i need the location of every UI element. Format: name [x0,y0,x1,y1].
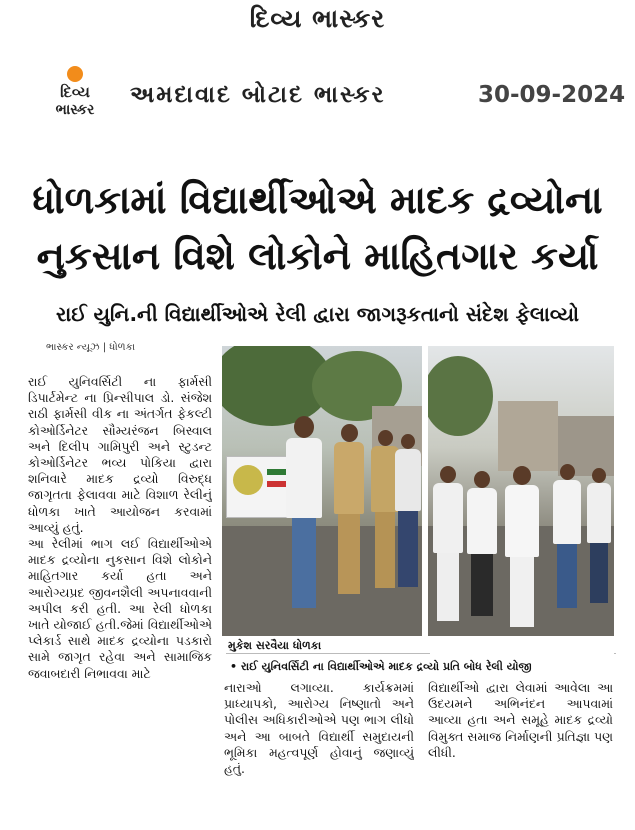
headline-line-1: ધોળકામાં વિદ્યાર્થીઓએ માદક દ્રવ્યોના [32,178,603,222]
photo-caption-bar [224,657,616,677]
article-column-2: નારાઓ લગાવ્યા. કાર્યક્રમમાં પ્રાધ્યાપકો, આરોગ્ય નિષ્ણાતો અને પોલીસ અધિકારીઓએ પણ ભાગ લીધો અને આ બાબતે વિદ્યાર્થી સમુદાયની ભૂમિકા મહત્વપૂર્ણ હોવાનું જણાવ્યું હતું. [224,680,414,777]
article-column-1: રાઈ યુનિવર્સિટી ના ફાર્મસી ડિપાર્ટમેન્ટ ના પ્રિન્સીપાલ ડો. સંજેશ રાઠી ફાર્મસી વીક ના અંતર્ગત ફેકલ્ટી કોઓર્ડિનેટર સૌમ્યરંજન બિસ્વાલ અને દિલીપ ગામિપુરી અને સ્ટુડન્ટ કોઓર્ડિનેટર ભવ્ય પોકિયા દ્વારા શનિવારે માદક દ્રવ્યો વિરુદ્ધ જાગૃતતા ફેલાવવા માટે વિશાળ રેલીનું ધોળકા ખાતે આયોજન કરવામાં આવ્યું હતું. આ રેલીમાં ભાગ લઈ વિદ્યાર્થીઓએ માદક દ્રવ્યોના નુકસાન વિશે લોકોને માહિતગાર કર્યા હતા અને આરોગ્યપ્રદ જીવનશૈલી અપનાવવાની અપીલ કરી હતી. આ રેલી ધોળકા ખાતે યોજાઈ હતી.જેમાં વિદ્યાર્થીઓએ પ્લેકાર્ડ સાથે માદક દ્રવ્યોના પડકારો સામે જાગૃત રહેવા અને સામાજિક જવાબદારી નિભાવવા માટે [28,374,212,681]
byline: ભાસ્કર ન્યૂઝ | ધોળકા [46,342,136,353]
publication-date: 30-09-2024 [478,82,626,108]
edition-name: અમદાવાદ બોટાદ ભાસ્કર [130,82,386,108]
headline-line-2: નુકસાન વિશે લોકોને માહિતગાર કર્યા [36,234,599,278]
photo-credit: મુકેશ સરવૈયા ધોળકા [222,637,422,654]
newspaper-logo [40,64,110,124]
photo-caption-text: • રાઈ યુનિવર્સિટી ના વિદ્યાર્થીઓએ માદક દ્રવ્યો પ્રતિ બોધ રેલી યોજી [230,660,532,673]
sun-icon [67,66,83,82]
article-column-3: વિદ્યાર્થીઓ દ્વારા લેવામાં આવેલા આ ઉદયમને અભિનંદન આપવામાં આવ્યા હતા અને સમૂહે માદક દ્રવ્યો વિમુક્ત સમાજ નિર્માણની પ્રતિજ્ઞા પણ લીધી. [428,680,613,760]
subheadline: રાઈ યુનિ.ની વિદ્યાર્થીઓએ રેલી દ્વારા જાગરૂકતાનો સંદેશ ફેલાવ્યો [56,302,579,326]
newspaper-masthead: દિવ્ય ભાસ્કર [249,4,386,33]
logo-line-2: ભાસ્કર [55,102,95,118]
logo-line-1: દિવ્ય [60,83,90,101]
rally-photo-right [428,346,614,636]
rally-photo-left [222,346,422,636]
